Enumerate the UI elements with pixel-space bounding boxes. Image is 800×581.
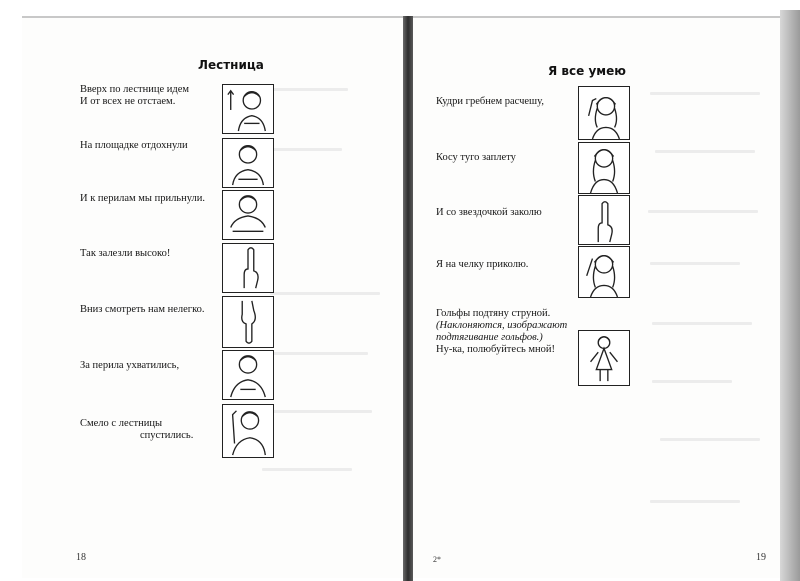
child-waving-icon: [222, 404, 274, 458]
show-through-mark: [650, 262, 740, 265]
verse-line: Гольфы подтяну струной.: [436, 308, 551, 319]
verse-line: Кудри гребнем расчешу,: [436, 96, 544, 107]
show-through-mark: [660, 438, 760, 441]
verse-line: И от всех не отстаем.: [80, 96, 176, 107]
signature-mark: 2*: [433, 555, 441, 564]
show-through-mark: [262, 410, 372, 413]
verse-line: Вверх по лестнице идем: [80, 84, 189, 95]
show-through-mark: [650, 500, 740, 503]
child-waist-up-icon: [222, 84, 274, 134]
girl-pinning-bangs-icon: [578, 246, 630, 298]
verse-line: И со звездочкой заколю: [436, 207, 542, 218]
verse-line: Косу туго заплету: [436, 152, 516, 163]
verse-line: На площадке отдохнули: [80, 140, 188, 151]
pointing-down-hand-icon: [222, 296, 274, 348]
show-through-mark: [262, 468, 352, 471]
verse-line: Я на челку приколю.: [436, 259, 529, 270]
child-hands-on-rail-icon: [222, 190, 274, 240]
page-edge: [780, 10, 800, 581]
show-through-mark: [652, 380, 732, 383]
girl-combing-hair-icon: [578, 86, 630, 140]
verse-line: Вниз смотреть нам нелегко.: [80, 304, 205, 315]
verse-line: Смело с лестницы: [80, 418, 163, 429]
verse-line: Ну-ка, полюбуйтесь мной!: [436, 344, 556, 355]
page-title: Лестница: [198, 58, 264, 72]
show-through-mark: [650, 92, 760, 95]
girl-braiding-hair-icon: [578, 142, 630, 194]
verse-line: За перила ухватились,: [80, 360, 180, 371]
show-through-mark: [655, 150, 755, 153]
verse-line: И к перилам мы прильнули.: [80, 193, 205, 204]
show-through-mark: [648, 210, 758, 213]
verse-line: (Наклоняются, изображают: [436, 320, 568, 331]
page-number: 18: [76, 552, 86, 563]
verse-line: Так залезли высоко!: [80, 248, 171, 259]
show-through-mark: [262, 148, 342, 151]
child-hands-folded-icon: [222, 138, 274, 188]
pointing-finger-icon: [578, 195, 630, 245]
show-through-mark: [652, 322, 752, 325]
pointing-up-hand-icon: [222, 243, 274, 293]
page-number: 19: [756, 552, 766, 563]
verse-line: спустились.: [140, 430, 194, 441]
verse-line: подтягивание гольфов.): [436, 332, 543, 343]
girl-standing-full-icon: [578, 330, 630, 386]
child-gripping-rail-icon: [222, 350, 274, 400]
page-title: Я все умею: [548, 64, 626, 78]
show-through-mark: [270, 292, 380, 295]
show-through-mark: [268, 352, 368, 355]
book-gutter: [403, 16, 413, 581]
